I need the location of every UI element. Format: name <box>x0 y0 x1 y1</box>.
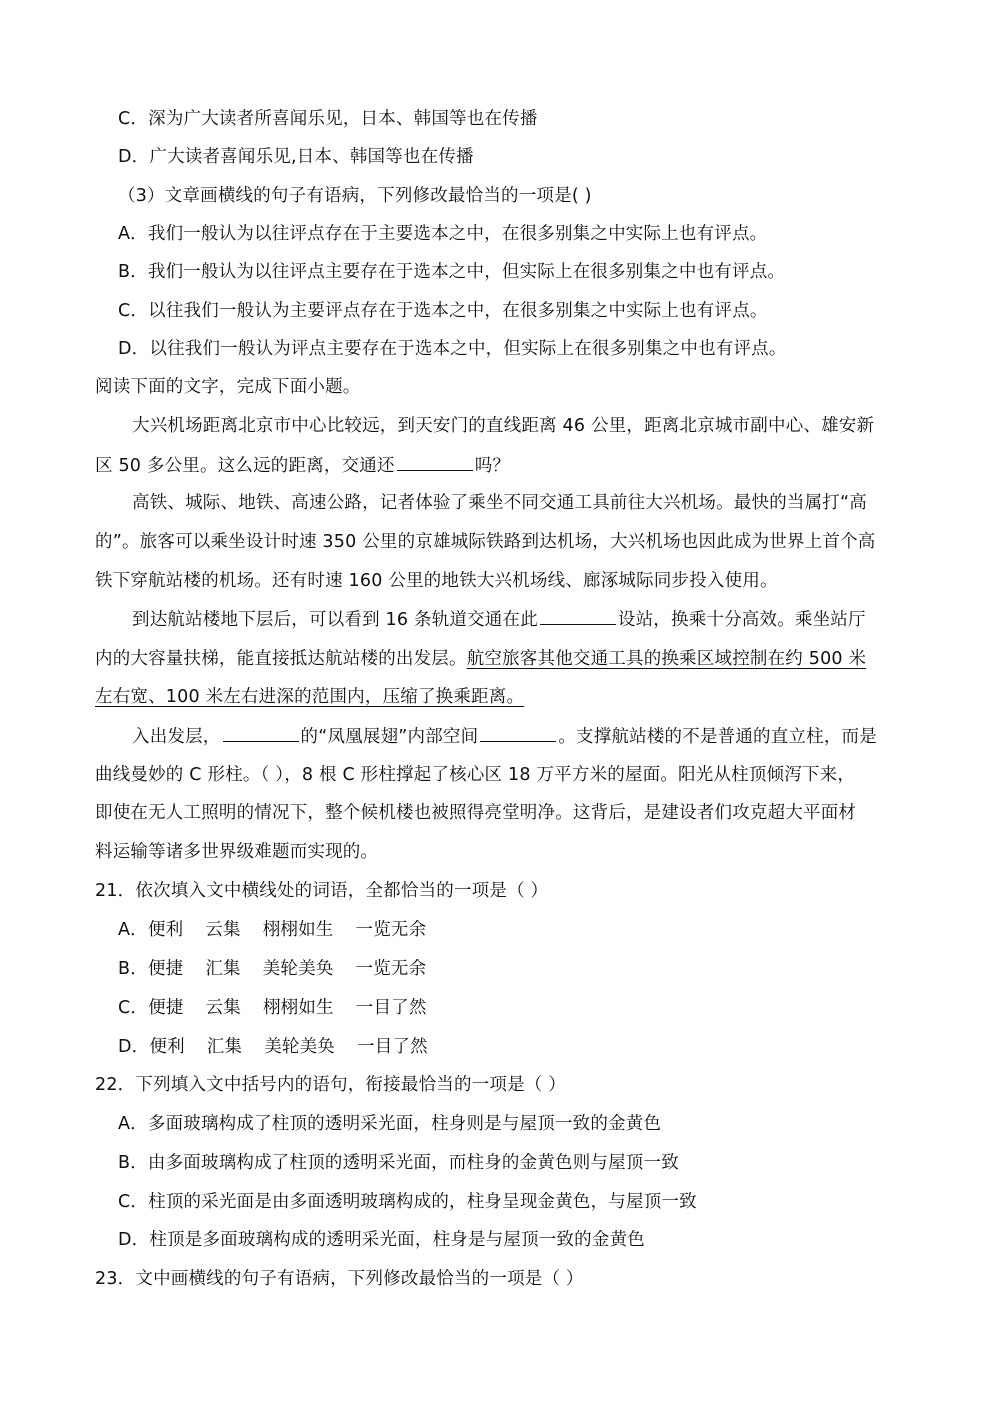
q21-d-w4: 一目了然 <box>357 1037 428 1057</box>
q21-b-w1: B．便捷 <box>118 959 184 979</box>
para4-line1 <box>132 724 877 749</box>
reading-intro: 阅读下面的文字，完成下面小题。 <box>95 377 361 397</box>
para2-line3: 铁下穿航站楼的机场。还有时速 160 公里的地铁大兴机场线、廊涿城际同步投入使用。 <box>95 571 778 591</box>
q21-c-w3: 栩栩如生 <box>262 998 334 1018</box>
q21-d-w1: D．便利 <box>118 1037 185 1057</box>
q3-stem: （3）文章画横线的句子有语病，下列修改最恰当的一项是( ) <box>118 186 592 206</box>
q21-option-c <box>118 996 427 1020</box>
prev-option-d: D．广大读者喜闻乐见,日本、韩国等也在传播 <box>118 147 474 167</box>
q21-a-w4: 一览无余 <box>355 920 427 940</box>
para1-text-b: 吗？ <box>474 456 511 476</box>
para3-line1 <box>132 607 866 632</box>
para2-line2: 的”。旅客可以乘坐设计时速 350 公里的京雄城际铁路到达机场，大兴机场也因此成为世界上首个高 <box>95 532 876 552</box>
q3-option-b: B．我们一般认为以往评点主要存在于选本之中，但实际上在很多别集之中也有评点。 <box>118 262 786 282</box>
underlined-sentence-part1: 航空旅客其他交通工具的换乘区域控制在约 500 米 <box>466 649 867 669</box>
q21-c-w1: C．便捷 <box>118 998 184 1018</box>
para4-line4: 料运输等诸多世界级难题而实现的。 <box>95 842 379 862</box>
q21-option-a <box>118 918 426 942</box>
q21-a-w1: A．便利 <box>118 920 184 940</box>
blank-3 <box>223 724 299 742</box>
blank-2 <box>540 607 616 625</box>
para3-text-b: 设站，换乘十分高效。乘坐站厅 <box>617 610 866 630</box>
q23-stem: 23．文中画横线的句子有语病，下列修改最恰当的一项是（ ） <box>95 1269 584 1289</box>
para3-text-a: 到达航站楼地下层后，可以看到 16 条轨道交通在此 <box>132 610 538 630</box>
q21-b-w3: 美轮美奂 <box>262 959 334 979</box>
para1-text-a: 区 50 多公里。这么远的距离，交通还 <box>95 456 395 476</box>
para2-line1: 高铁、城际、地铁、高速公路，记者体验了乘坐不同交通工具前往大兴机场。最快的当属打“高 <box>132 493 867 513</box>
q22-stem: 22．下列填入文中括号内的语句，衔接最恰当的一项是（ ） <box>95 1075 566 1095</box>
q21-b-w4: 一览无余 <box>355 959 427 979</box>
para1-line1: 大兴机场距离北京市中心比较远，到天安门的直线距离 46 公里，距离北京城市副中心、雄安新 <box>132 416 875 436</box>
q21-option-d <box>118 1035 428 1059</box>
q3-option-c: C．以往我们一般认为主要评点存在于选本之中，在很多别集之中实际上也有评点。 <box>118 301 768 321</box>
q21-c-w4: 一目了然 <box>355 998 427 1018</box>
blank-1 <box>397 453 473 471</box>
para3-line2 <box>95 647 866 671</box>
blank-4 <box>480 724 556 742</box>
q21-d-w2: 汇集 <box>206 1037 243 1057</box>
q21-option-b <box>118 957 426 981</box>
q21-a-w3: 栩栩如生 <box>262 920 334 940</box>
para3-text-c: 内的大容量扶梯，能直接抵达航站楼的出发层。 <box>95 649 467 669</box>
q21-c-w2: 云集 <box>205 998 241 1018</box>
q22-option-b: B．由多面玻璃构成了柱顶的透明采光面，而柱身的金黄色则与屋顶一致 <box>118 1153 679 1173</box>
para4-text-c: 。支撑航站楼的不是普通的直立柱，而是 <box>558 727 877 747</box>
para4-text-b: 的“凤凰展翅”内部空间 <box>300 727 479 747</box>
q21-stem: 21．依次填入文中横线处的词语，全都恰当的一项是（ ） <box>95 881 549 901</box>
q21-d-w3: 美轮美奂 <box>264 1037 335 1057</box>
prev-option-c: C．深为广大读者所喜闻乐见，日本、韩国等也在传播 <box>118 109 538 129</box>
q21-b-w2: 汇集 <box>205 959 241 979</box>
para4-line2: 曲线曼妙的 C 形柱。（ ），8 根 C 形柱撑起了核心区 18 万平方米的屋面。阳光从柱顶倾泻下来， <box>95 765 856 785</box>
q21-a-w2: 云集 <box>205 920 241 940</box>
q22-option-a: A．多面玻璃构成了柱顶的透明采光面，柱身则是与屋顶一致的金黄色 <box>118 1114 662 1134</box>
q22-option-d: D．柱顶是多面玻璃构成的透明采光面，柱身是与屋顶一致的金黄色 <box>118 1230 645 1250</box>
para3-line3 <box>95 685 524 709</box>
q3-option-a: A．我们一般认为以往评点存在于主要选本之中，在很多别集之中实际上也有评点。 <box>118 224 768 244</box>
para4-line3: 即使在无人工照明的情况下，整个候机楼也被照得亮堂明净。这背后，是建设者们攻克超大平面材 <box>95 803 857 823</box>
q22-option-c: C．柱顶的采光面是由多面透明玻璃构成的，柱身呈现金黄色，与屋顶一致 <box>118 1192 697 1212</box>
underlined-sentence-part2: 左右宽、100 米左右进深的范围内，压缩了换乘距离。 <box>95 687 525 707</box>
para4-text-a: 入出发层， <box>132 727 221 747</box>
para1-line2 <box>95 453 510 478</box>
q3-option-d: D．以往我们一般认为评点主要存在于选本之中，但实际上在很多别集之中也有评点。 <box>118 339 787 359</box>
